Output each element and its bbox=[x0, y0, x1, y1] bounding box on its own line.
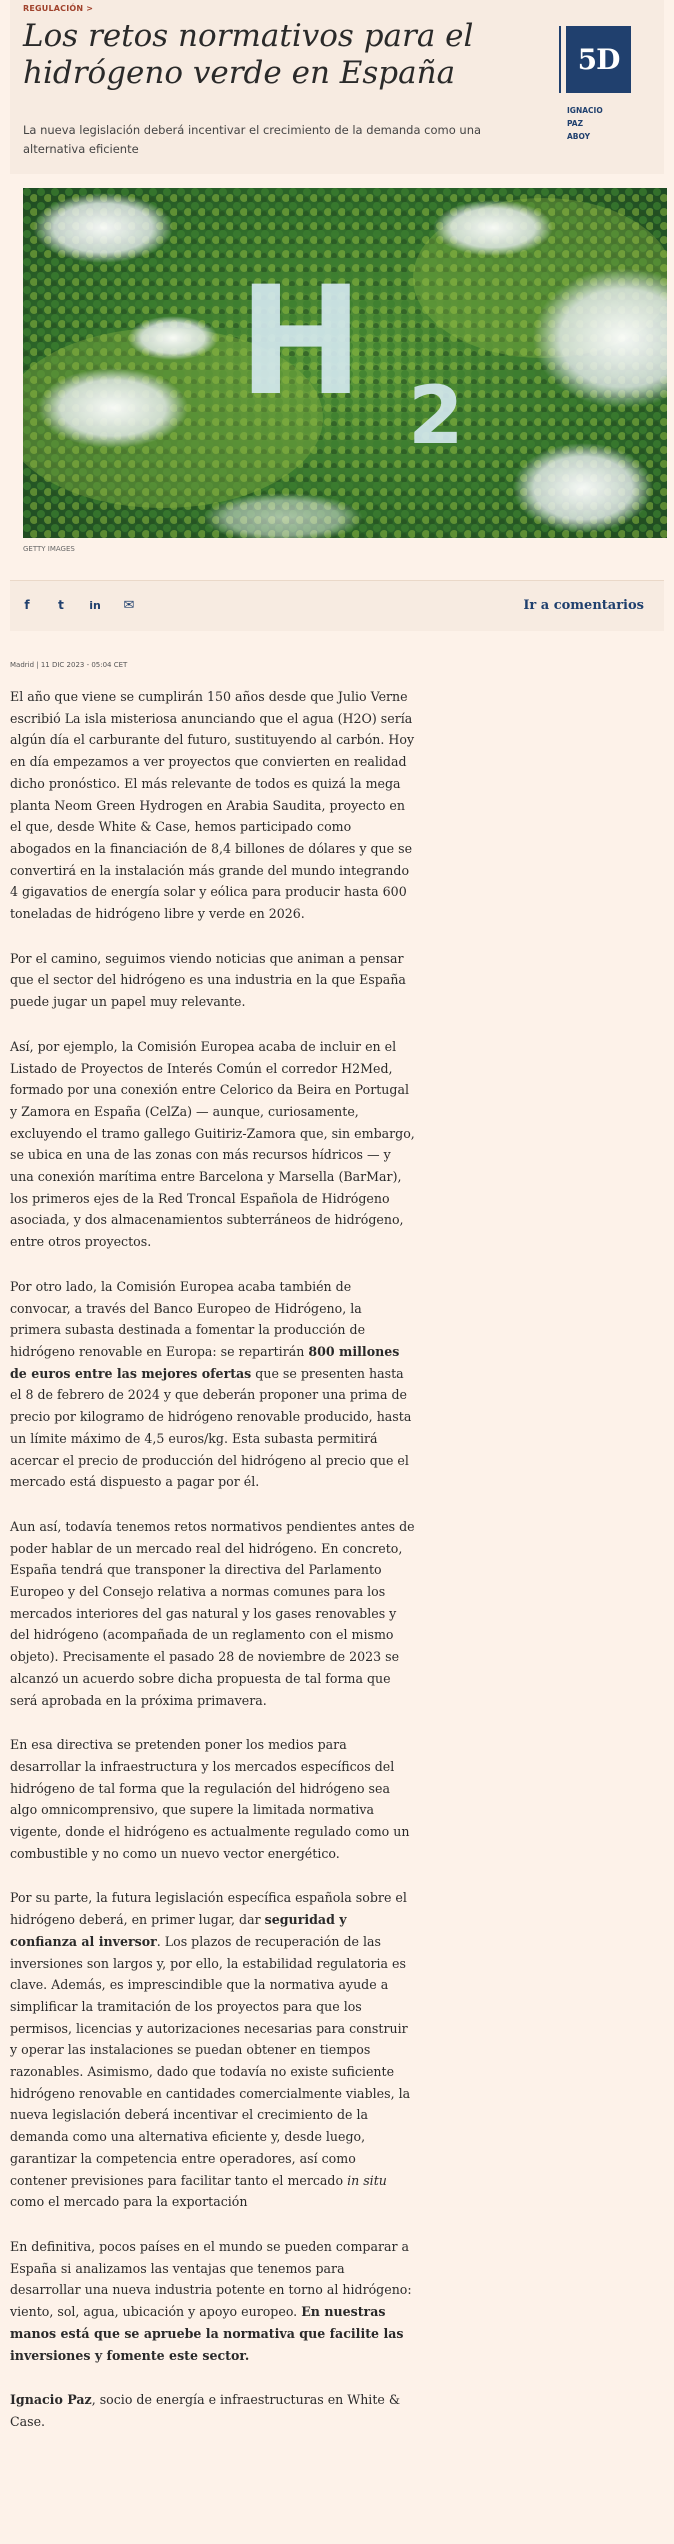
h2-subscript: 2 bbox=[408, 369, 464, 462]
author-name[interactable] bbox=[567, 104, 603, 143]
paragraph bbox=[10, 1887, 415, 2213]
paragraph: Así, por ejemplo, la Comisión Europea acaba de incluir en el Listado de Proyectos de Interés Común el corredor H2Med, formado por una conexión entre Celorico da Beira en Portugal y Zamora en España (CelZa) — aunque, curiosamente, excluyendo el tramo gallego Guitiriz-Zamora que, sin embargo, se ubica en una de las zonas con más recursos hídricos — y una conexión marítima entre Barcelona y Marsella (BarMar), los primeros ejes de la Red Troncal Española de Hidrógeno asociada, y dos almacenamientos subterráneos de hidrógeno, entre otros proyectos. bbox=[10, 1038, 415, 1250]
forest-h2-illustration bbox=[23, 188, 667, 538]
twitter-icon[interactable]: t bbox=[58, 598, 64, 612]
hero-image bbox=[23, 188, 667, 538]
article-header bbox=[10, 0, 664, 174]
paragraph bbox=[10, 1276, 415, 1493]
h2-letter: H bbox=[238, 255, 364, 429]
linkedin-icon[interactable]: in bbox=[89, 598, 101, 612]
article-title: Los retos normativos para el hidrógeno verde en España bbox=[23, 18, 474, 91]
text-span: , socio de energía e infraestructuras en White & Case. bbox=[10, 2392, 401, 2429]
image-caption: GETTY IMAGES bbox=[23, 545, 75, 553]
text-span: que se presenten hasta el 8 de febrero de 2024 y que deberán proponer una prima de precio por kilogramo de hidrógeno renovable producido, hasta un límite máximo de 4,5 euros/kg. Esta subasta permitirá acercar el precio de producción del hidrógeno al precio que el mercado está dispuesto a pagar por él. bbox=[10, 1365, 412, 1490]
bold-text: seguridad y confianza al inversor bbox=[10, 1912, 347, 1949]
share-bar bbox=[10, 580, 664, 631]
paragraph bbox=[10, 2236, 415, 2366]
paragraph: En esa directiva se pretenden poner los medios para desarrollar la infraestructura y los mercados específicos del hidrógeno de tal forma que la regulación del hidrógeno sea algo omnicomprensivo, que supere la limitada normativa vigente, donde el hidrógeno es actualmente regulado como un combustible y no como un nuevo vector energético. bbox=[10, 1737, 410, 1861]
text-span: . Los plazos de recuperación de las inversiones son largos y, por ello, la estabilidad regulatoria es clave. Además, es imprescindible que la normativa ayude a simplificar la tramitación de los proyectos para que los permisos, licencias y autorizaciones necesarias para construir y operar las instalaciones se puedan obtener en tiempos razonables. Asimismo, dado que todavía no existe suficiente hidrógeno renovable en cantidades comercialmente viables, la nueva legislación deberá incentivar el crecimiento de la demanda como una alternativa eficiente y, desde luego, garantizar la competencia entre operadores, así como contener previsiones para facilitar tanto el mercado bbox=[10, 1933, 411, 2188]
comments-link[interactable]: Ir a comentarios bbox=[523, 598, 644, 613]
paragraph: El año que viene se cumplirán 150 años desde que Julio Verne escribió La isla misteriosa anunciando que el agua (H2O) sería algún día el carburante del futuro, sustituyendo al carbón. Hoy en día empezamos a ver proyectos que convierten en realidad dicho pronóstico. El más relevante de todos es quizá la mega planta Neom Green Hydrogen en Arabia Saudita, proyecto en el que, desde White & Case, hemos participado como abogados en la financiación de 8,4 billones de dólares y que se convertirá en la instalación más grande del mundo integrando 4 gigavatios de energía solar y eólica para producir hasta 600 toneladas de hidrógeno libre y verde en 2026. bbox=[10, 689, 415, 922]
article-body bbox=[10, 686, 415, 2456]
email-icon[interactable]: ✉ bbox=[123, 597, 135, 613]
paragraph: Por el camino, seguimos viendo noticias que animan a pensar que el sector del hidrógeno es una industria en la que España puede jugar un papel muy relevante. bbox=[10, 950, 406, 1010]
facebook-icon[interactable]: f bbox=[24, 598, 30, 612]
section-breadcrumb[interactable]: REGULACIÓN > bbox=[23, 4, 94, 13]
author-bio bbox=[10, 2389, 415, 2432]
bold-text: En nuestras manos está que se apruebe la normativa que facilite las inversiones y fomente este sector. bbox=[10, 2304, 404, 2363]
author-line: ABOY bbox=[567, 132, 591, 141]
text-span: En definitiva, pocos países en el mundo se pueden comparar a España si analizamos las ventajas que tenemos para desarrollar una nueva industria potente en torno al hidrógeno: viento, sol, agua, ubicación y apoyo europeo. bbox=[10, 2239, 412, 2320]
article-subtitle: La nueva legislación deberá incentivar el crecimiento de la demanda como una alternativa eficiente bbox=[23, 123, 482, 156]
logo-divider bbox=[559, 26, 561, 93]
author-line: IGNACIO bbox=[567, 106, 603, 115]
text-span: como el mercado para la exportación bbox=[10, 2194, 248, 2210]
text-span: Por otro lado, la Comisión Europea acaba también de convocar, a través del Banco Europeo de Hidrógeno, la primera subasta destinada a fomentar la producción de hidrógeno renovable en Europa: se repartirán bbox=[10, 1278, 366, 1359]
author-line: PAZ bbox=[567, 119, 584, 128]
paragraph: Aun así, todavía tenemos retos normativos pendientes antes de poder hablar de un mercado real del hidrógeno. En concreto, España tendrá que transponer la directiva del Parlamento Europeo y del Consejo relativa a normas comunes para los mercados interiores del gas natural y los gases renovables y del hidrógeno (acompañada de un reglamento con el mismo objeto). Precisamente el pasado 28 de noviembre de 2023 se alcanzó un acuerdo sobre dicha propuesta de tal forma que será aprobada en la próxima primavera. bbox=[10, 1518, 415, 1708]
text-span: Por su parte, la futura legislación específica española sobre el hidrógeno deberá, en primer lugar, dar bbox=[10, 1890, 407, 1928]
publication-logo: 5D bbox=[566, 26, 631, 93]
bold-text: Ignacio Paz bbox=[10, 2392, 92, 2408]
italic-text: in situ bbox=[347, 2172, 387, 2188]
bold-text: 800 millones de euros entre las mejores ofertas bbox=[10, 1343, 400, 1381]
dateline: Madrid | 11 DIC 2023 - 05:04 CET bbox=[10, 661, 128, 669]
